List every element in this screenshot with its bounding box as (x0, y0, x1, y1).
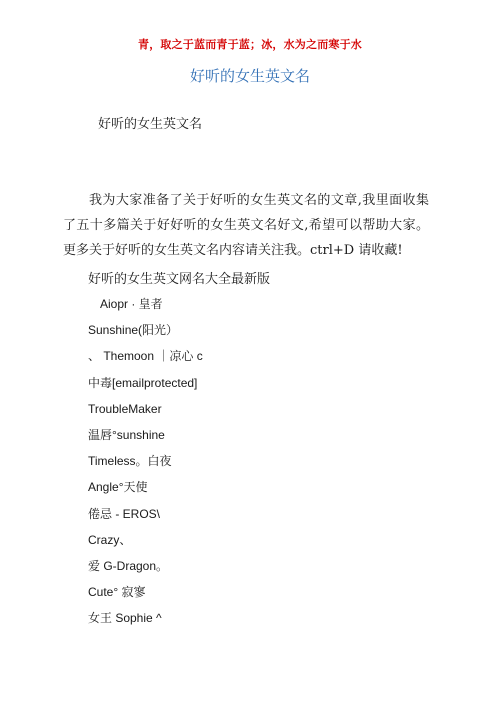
article-subtitle: 好听的女生英文名 (98, 117, 203, 132)
list-item: Sunshine(阳光） (88, 323, 179, 338)
list-item: TroubleMaker (88, 401, 162, 416)
list-item: 倦忌 - EROS\ (88, 506, 161, 521)
list-item: 中毒[emailprotected] (88, 375, 198, 390)
name-list (88, 294, 203, 634)
header-motto: 青，取之于蓝而青于蓝；冰，水为之而寒于水 (138, 38, 362, 51)
list-item: 温唇°sunshine (88, 427, 165, 442)
list-item: Crazy、 (88, 532, 132, 547)
document-title: 好听的女生英文名 (189, 67, 310, 85)
list-item: Aiopr · 皇者 (100, 297, 163, 311)
list-item: Cute° 寂寥 (88, 585, 146, 600)
list-item: 爱 G-Dragon。 (88, 558, 169, 573)
list-item: Angle°天使 (88, 480, 148, 495)
list-item: 女王 Sophie ^ (88, 611, 162, 626)
section-heading: 好听的女生英文网名大全最新版 (88, 272, 271, 287)
intro-paragraph: 我为大家准备了关于好听的女生英文名的文章,我里面收集了五十多篇关于好好听的女生英文名好文,希望可以帮助大家。更多关于好听的女生英文名内容请关注我。ctrl+D 请收藏! (63, 193, 429, 258)
list-item: 、 Themoon ｜凉心 c (88, 349, 203, 364)
list-item: Timeless。白夜 (88, 454, 172, 469)
